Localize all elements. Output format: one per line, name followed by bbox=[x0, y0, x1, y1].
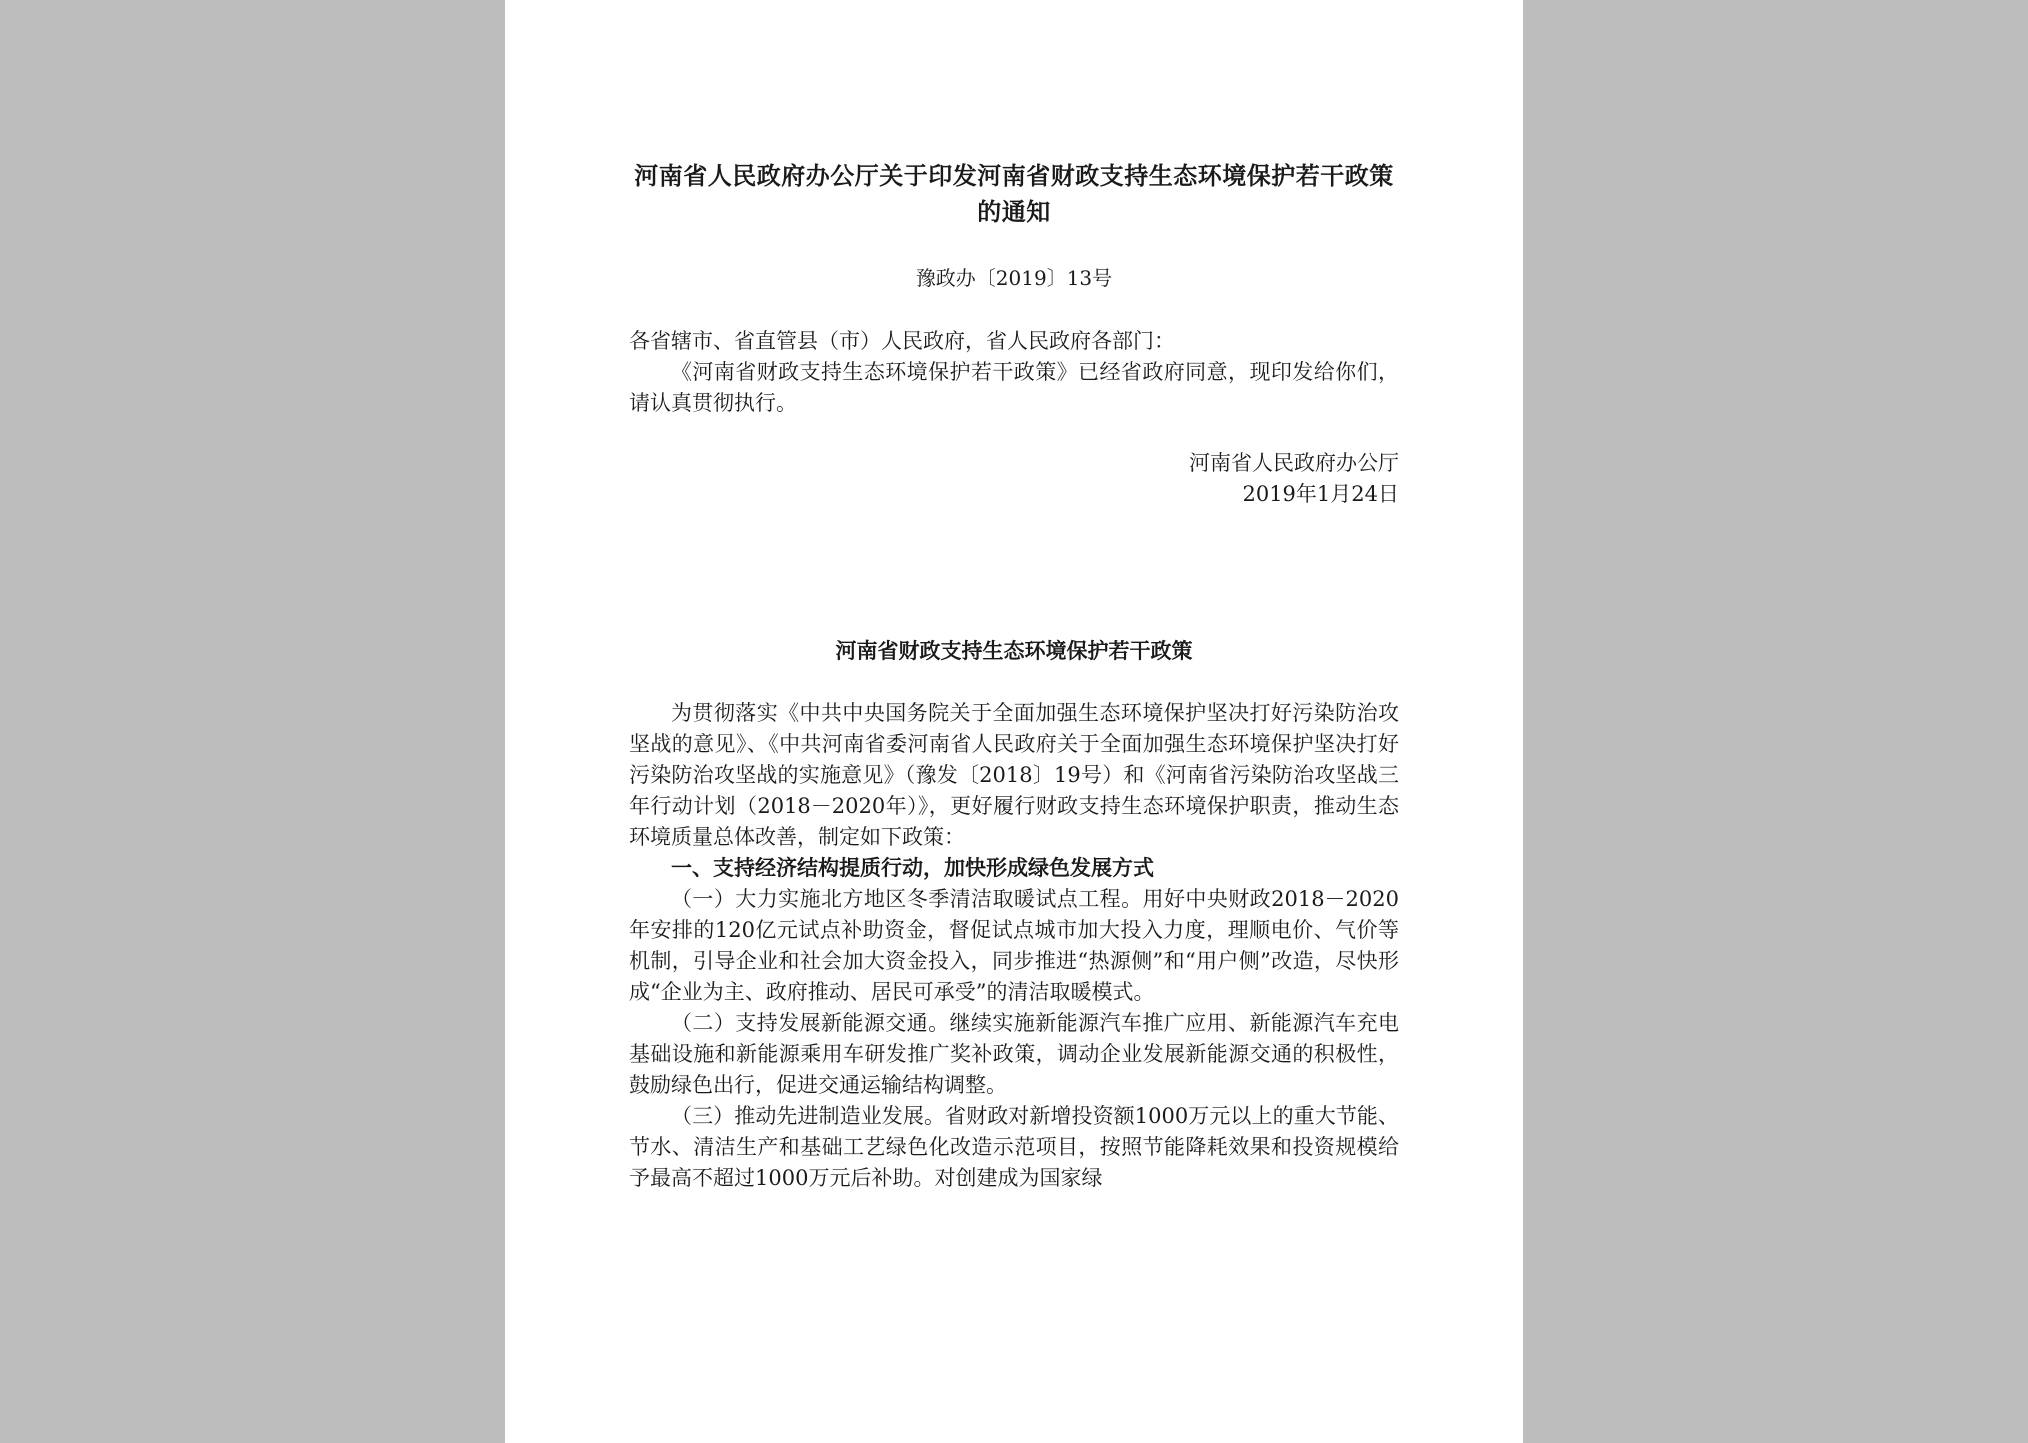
issue-date: 2019年1月24日 bbox=[1242, 482, 1399, 506]
policy-intro: 为贯彻落实《中共中央国务院关于全面加强生态环境保护坚决打好污染防治攻坚战的意见》、《中共河南省委河南省人民政府关于全面加强生态环境保护坚决打好污染防治攻坚战的实施意见》（豫发〔2018〕19号）和《河南省污染防治攻坚战三年行动计划（2018－2020年）》，更好履行财政支持生态环境保护职责，推动生态环境质量总体改善，制定如下政策： bbox=[629, 701, 1399, 849]
signature-block bbox=[629, 448, 1399, 510]
policy-body bbox=[629, 698, 1399, 1194]
policy-item-3: （三）推动先进制造业发展。省财政对新增投资额1000万元以上的重大节能、节水、清洁生产和基础工艺绿色化改造示范项目，按照节能降耗效果和投资规模给予最高不超过1000万元后补助。对创建成为国家绿 bbox=[629, 1104, 1399, 1190]
issuer-name: 河南省人民政府办公厅 bbox=[1189, 451, 1399, 475]
notice-section bbox=[629, 326, 1399, 419]
notice-body: 《河南省财政支持生态环境保护若干政策》已经省政府同意，现印发给你们，请认真贯彻执行。 bbox=[629, 360, 1399, 415]
section-heading: 一、支持经济结构提质行动，加快形成绿色发展方式 bbox=[671, 856, 1154, 880]
document-title: 河南省人民政府办公厅关于印发河南省财政支持生态环境保护若干政策的通知 bbox=[634, 162, 1394, 226]
document-number: 豫政办〔2019〕13号 bbox=[915, 266, 1113, 290]
addressee-line: 各省辖市、省直管县（市）人民政府，省人民政府各部门： bbox=[629, 329, 1175, 353]
document-page bbox=[505, 0, 1523, 1443]
policy-title: 河南省财政支持生态环境保护若干政策 bbox=[835, 639, 1193, 663]
policy-item-2: （二）支持发展新能源交通。继续实施新能源汽车推广应用、新能源汽车充电基础设施和新能源乘用车研发推广奖补政策，调动企业发展新能源交通的积极性，鼓励绿色出行，促进交通运输结构调整。 bbox=[629, 1011, 1399, 1097]
policy-item-1: （一）大力实施北方地区冬季清洁取暖试点工程。用好中央财政2018－2020年安排的120亿元试点补助资金，督促试点城市加大投入力度，理顺电价、气价等机制，引导企业和社会加大资金投入，同步推进“热源侧”和“用户侧”改造，尽快形成“企业为主、政府推动、居民可承受”的清洁取暖模式。 bbox=[629, 887, 1399, 1004]
